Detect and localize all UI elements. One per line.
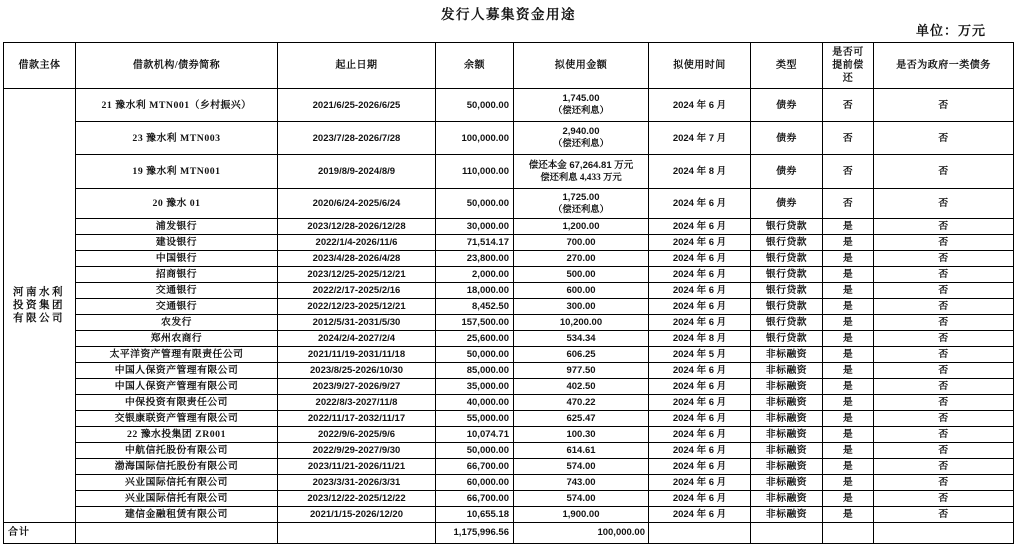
amount-cell xyxy=(514,283,649,299)
amount-cell xyxy=(514,411,649,427)
type-cell: 非标融资 xyxy=(751,395,823,411)
institution-cell: 建设银行 xyxy=(76,235,278,251)
prepayable-cell: 是 xyxy=(823,475,874,491)
type-cell: 非标融资 xyxy=(751,347,823,363)
use-time-cell: 2024 年 6 月 xyxy=(649,459,751,475)
amount-value: 1,745.00 xyxy=(562,93,600,104)
date-range-cell: 2023/11/21-2026/11/21 xyxy=(278,459,436,475)
amount-value: 500.00 xyxy=(566,268,596,280)
table-row xyxy=(4,283,1014,299)
table-row xyxy=(4,427,1014,443)
use-time-cell: 2024 年 6 月 xyxy=(649,315,751,331)
funds-usage-table xyxy=(3,42,1014,544)
table-row xyxy=(4,459,1014,475)
table-row xyxy=(4,155,1014,189)
amount-value: 1,900.00 xyxy=(562,508,600,520)
gov-debt-cell: 否 xyxy=(874,89,1014,122)
prepayable-cell: 是 xyxy=(823,283,874,299)
prepayable-cell: 是 xyxy=(823,219,874,235)
use-time-cell: 2024 年 6 月 xyxy=(649,379,751,395)
balance-cell: 85,000.00 xyxy=(436,363,514,379)
amount-note: 偿还利息 4,433 万元 xyxy=(540,172,622,183)
institution-cell: 农发行 xyxy=(76,315,278,331)
gov-debt-cell: 否 xyxy=(874,443,1014,459)
gov-debt-cell: 否 xyxy=(874,251,1014,267)
date-range-cell: 2021/6/25-2026/6/25 xyxy=(278,89,436,122)
amount-value: 534.34 xyxy=(566,332,596,344)
amount-value: 10,200.00 xyxy=(559,316,603,328)
amount-cell xyxy=(514,443,649,459)
prepayable-cell: 否 xyxy=(823,155,874,189)
gov-debt-cell: 否 xyxy=(874,299,1014,315)
amount-value: 1,725.00 xyxy=(562,191,600,203)
balance-cell: 66,700.00 xyxy=(436,491,514,507)
total-amount-cell: 100,000.00 xyxy=(514,523,649,544)
balance-cell: 50,000.00 xyxy=(436,189,514,219)
use-time-cell: 2024 年 6 月 xyxy=(649,89,751,122)
date-range-cell: 2021/11/19-2031/11/18 xyxy=(278,347,436,363)
amount-value: 1,200.00 xyxy=(562,220,600,232)
institution-cell: 建信金融租赁有限公司 xyxy=(76,507,278,523)
amount-note: （偿还利息） xyxy=(553,204,609,215)
amount-cell xyxy=(514,251,649,267)
institution-cell: 中航信托股份有限公司 xyxy=(76,443,278,459)
type-cell: 银行贷款 xyxy=(751,219,823,235)
table-header xyxy=(4,43,1014,89)
gov-debt-cell: 否 xyxy=(874,189,1014,219)
balance-cell: 50,000.00 xyxy=(436,89,514,122)
table-row xyxy=(4,267,1014,283)
balance-cell: 2,000.00 xyxy=(436,267,514,283)
balance-cell: 10,655.18 xyxy=(436,507,514,523)
gov-debt-cell: 否 xyxy=(874,347,1014,363)
balance-cell: 100,000.00 xyxy=(436,122,514,155)
gov-debt-cell xyxy=(874,523,1014,544)
date-range-cell: 2019/8/9-2024/8/9 xyxy=(278,155,436,189)
type-cell: 银行贷款 xyxy=(751,331,823,347)
gov-debt-cell: 否 xyxy=(874,219,1014,235)
type-cell: 非标融资 xyxy=(751,491,823,507)
institution-cell: 中保投资有限责任公司 xyxy=(76,395,278,411)
institution-cell: 郑州农商行 xyxy=(76,331,278,347)
date-range-cell: 2023/12/25-2025/12/21 xyxy=(278,267,436,283)
gov-debt-cell: 否 xyxy=(874,395,1014,411)
type-cell: 非标融资 xyxy=(751,507,823,523)
use-time-cell: 2024 年 6 月 xyxy=(649,189,751,219)
col-header-prepayable: 是否可提前偿还 xyxy=(823,43,874,89)
gov-debt-cell: 否 xyxy=(874,363,1014,379)
prepayable-cell: 是 xyxy=(823,395,874,411)
amount-value: 600.00 xyxy=(566,284,596,296)
prepayable-cell: 是 xyxy=(823,331,874,347)
balance-cell: 23,800.00 xyxy=(436,251,514,267)
type-cell: 非标融资 xyxy=(751,459,823,475)
type-cell: 债券 xyxy=(751,189,823,219)
prepayable-cell: 是 xyxy=(823,347,874,363)
table-row xyxy=(4,379,1014,395)
amount-cell xyxy=(514,299,649,315)
prepayable-cell: 是 xyxy=(823,251,874,267)
gov-debt-cell: 否 xyxy=(874,427,1014,443)
gov-debt-cell: 否 xyxy=(874,155,1014,189)
amount-cell xyxy=(514,507,649,523)
type-cell: 银行贷款 xyxy=(751,283,823,299)
balance-cell: 25,600.00 xyxy=(436,331,514,347)
date-range-cell: 2022/2/17-2025/2/16 xyxy=(278,283,436,299)
date-range-cell: 2020/6/24-2025/6/24 xyxy=(278,189,436,219)
use-time-cell: 2024 年 6 月 xyxy=(649,427,751,443)
table-row xyxy=(4,299,1014,315)
institution-cell: 19 豫水利 MTN001 xyxy=(76,155,278,189)
use-time-cell: 2024 年 6 月 xyxy=(649,491,751,507)
use-time-cell: 2024 年 5 月 xyxy=(649,347,751,363)
amount-cell xyxy=(514,219,649,235)
prepayable-cell: 是 xyxy=(823,379,874,395)
table-row xyxy=(4,475,1014,491)
amount-cell xyxy=(514,491,649,507)
amount-cell xyxy=(514,122,649,155)
gov-debt-cell: 否 xyxy=(874,283,1014,299)
gov-debt-cell: 否 xyxy=(874,475,1014,491)
type-cell: 银行贷款 xyxy=(751,267,823,283)
type-cell: 非标融资 xyxy=(751,379,823,395)
use-time-cell: 2024 年 6 月 xyxy=(649,251,751,267)
date-range-cell: 2024/2/4-2027/2/4 xyxy=(278,331,436,347)
balance-cell: 55,000.00 xyxy=(436,411,514,427)
amount-value: 402.50 xyxy=(566,380,596,392)
date-range-cell: 2022/9/6-2025/9/6 xyxy=(278,427,436,443)
use-time-cell: 2024 年 6 月 xyxy=(649,267,751,283)
total-label-cell: 合计 xyxy=(4,523,76,544)
amount-cell xyxy=(514,379,649,395)
use-time-cell: 2024 年 6 月 xyxy=(649,507,751,523)
amount-value: 625.47 xyxy=(566,412,596,424)
amount-value: 743.00 xyxy=(566,476,596,488)
amount-cell xyxy=(514,155,649,189)
type-cell: 银行贷款 xyxy=(751,299,823,315)
col-header-time: 拟使用时间 xyxy=(649,43,751,89)
balance-cell: 35,000.00 xyxy=(436,379,514,395)
institution-cell: 交银康联资产管理有限公司 xyxy=(76,411,278,427)
institution-cell: 兴业国际信托有限公司 xyxy=(76,475,278,491)
amount-cell xyxy=(514,347,649,363)
gov-debt-cell: 否 xyxy=(874,507,1014,523)
date-range-cell: 2023/12/28-2026/12/28 xyxy=(278,219,436,235)
balance-cell: 71,514.17 xyxy=(436,235,514,251)
type-cell: 非标融资 xyxy=(751,475,823,491)
balance-cell: 110,000.00 xyxy=(436,155,514,189)
amount-value: 2,940.00 xyxy=(562,126,600,137)
use-time-cell: 2024 年 6 月 xyxy=(649,475,751,491)
date-range-cell: 2023/12/22-2025/12/22 xyxy=(278,491,436,507)
borrower-cell: 河南水利投资集团有限公司 xyxy=(4,89,76,523)
institution-cell: 22 豫水投集团 ZR001 xyxy=(76,427,278,443)
type-cell: 银行贷款 xyxy=(751,251,823,267)
institution-cell: 中国银行 xyxy=(76,251,278,267)
date-range-cell: 2021/1/15-2026/12/20 xyxy=(278,507,436,523)
table-row xyxy=(4,443,1014,459)
table-row xyxy=(4,315,1014,331)
gov-debt-cell: 否 xyxy=(874,411,1014,427)
table-row xyxy=(4,507,1014,523)
col-header-borrower: 借款主体 xyxy=(4,43,76,89)
table-row xyxy=(4,189,1014,219)
amount-cell xyxy=(514,363,649,379)
amount-value: 偿还本金 67,264.81 万元 xyxy=(528,159,634,171)
use-time-cell: 2024 年 6 月 xyxy=(649,299,751,315)
table-row xyxy=(4,491,1014,507)
prepayable-cell: 是 xyxy=(823,315,874,331)
use-time-cell: 2024 年 8 月 xyxy=(649,331,751,347)
total-balance-cell: 1,175,996.56 xyxy=(436,523,514,544)
type-cell: 债券 xyxy=(751,155,823,189)
date-range-cell: 2023/7/28-2026/7/28 xyxy=(278,122,436,155)
amount-value: 300.00 xyxy=(566,300,596,312)
amount-cell xyxy=(514,267,649,283)
institution-cell: 中国人保资产管理有限公司 xyxy=(76,363,278,379)
prepayable-cell: 是 xyxy=(823,235,874,251)
amount-note: （偿还利息） xyxy=(553,106,609,116)
amount-note: （偿还利息） xyxy=(553,139,609,149)
balance-cell: 40,000.00 xyxy=(436,395,514,411)
date-range-cell: 2023/8/25-2026/10/30 xyxy=(278,363,436,379)
page-title: 发行人募集资金用途 xyxy=(441,7,576,22)
balance-cell: 10,074.71 xyxy=(436,427,514,443)
date-range-cell: 2022/12/23-2025/12/21 xyxy=(278,299,436,315)
type-cell xyxy=(751,523,823,544)
prepayable-cell: 否 xyxy=(823,189,874,219)
prepayable-cell: 否 xyxy=(823,89,874,122)
amount-value: 574.00 xyxy=(566,492,596,504)
type-cell: 非标融资 xyxy=(751,427,823,443)
institution-cell xyxy=(76,523,278,544)
date-range-cell: 2022/1/4-2026/11/6 xyxy=(278,235,436,251)
amount-value: 470.22 xyxy=(566,396,596,408)
col-header-balance: 余额 xyxy=(436,43,514,89)
amount-cell xyxy=(514,475,649,491)
gov-debt-cell: 否 xyxy=(874,379,1014,395)
balance-cell: 8,452.50 xyxy=(436,299,514,315)
unit-label: 单位：万元 xyxy=(915,23,986,38)
type-cell: 债券 xyxy=(751,89,823,122)
use-time-cell: 2024 年 7 月 xyxy=(649,122,751,155)
amount-value: 700.00 xyxy=(566,236,596,248)
balance-cell: 50,000.00 xyxy=(436,443,514,459)
date-range-cell: 2022/11/17-2032/11/17 xyxy=(278,411,436,427)
amount-cell xyxy=(514,189,649,219)
use-time-cell: 2024 年 6 月 xyxy=(649,395,751,411)
col-header-amount: 拟使用金额 xyxy=(514,43,649,89)
institution-cell: 23 豫水利 MTN003 xyxy=(76,122,278,155)
col-header-gov-debt: 是否为政府一类债务 xyxy=(874,43,1014,89)
table-row xyxy=(4,395,1014,411)
use-time-cell: 2024 年 6 月 xyxy=(649,283,751,299)
amount-cell xyxy=(514,235,649,251)
prepayable-cell: 否 xyxy=(823,122,874,155)
institution-cell: 交通银行 xyxy=(76,283,278,299)
prepayable-cell: 是 xyxy=(823,411,874,427)
institution-cell: 交通银行 xyxy=(76,299,278,315)
use-time-cell: 2024 年 8 月 xyxy=(649,155,751,189)
institution-cell: 渤海国际信托股份有限公司 xyxy=(76,459,278,475)
balance-cell: 66,700.00 xyxy=(436,459,514,475)
amount-cell xyxy=(514,89,649,122)
gov-debt-cell: 否 xyxy=(874,459,1014,475)
amount-value: 977.50 xyxy=(566,364,596,376)
gov-debt-cell: 否 xyxy=(874,267,1014,283)
table-row xyxy=(4,363,1014,379)
prepayable-cell: 是 xyxy=(823,267,874,283)
gov-debt-cell: 否 xyxy=(874,491,1014,507)
prepayable-cell: 是 xyxy=(823,459,874,475)
prepayable-cell xyxy=(823,523,874,544)
use-time-cell xyxy=(649,523,751,544)
type-cell: 银行贷款 xyxy=(751,235,823,251)
amount-cell xyxy=(514,315,649,331)
date-range-cell: 2022/9/29-2027/9/30 xyxy=(278,443,436,459)
institution-cell: 20 豫水 01 xyxy=(76,189,278,219)
prepayable-cell: 是 xyxy=(823,443,874,459)
date-range-cell: 2022/8/3-2027/11/8 xyxy=(278,395,436,411)
amount-value: 614.61 xyxy=(566,444,596,456)
institution-cell: 浦发银行 xyxy=(76,219,278,235)
table-row xyxy=(4,411,1014,427)
balance-cell: 50,000.00 xyxy=(436,347,514,363)
gov-debt-cell: 否 xyxy=(874,235,1014,251)
table-row xyxy=(4,89,1014,122)
type-cell: 非标融资 xyxy=(751,443,823,459)
amount-cell xyxy=(514,427,649,443)
prepayable-cell: 是 xyxy=(823,427,874,443)
use-time-cell: 2024 年 6 月 xyxy=(649,411,751,427)
balance-cell: 157,500.00 xyxy=(436,315,514,331)
table-row xyxy=(4,251,1014,267)
amount-value: 270.00 xyxy=(566,252,596,264)
table-row xyxy=(4,347,1014,363)
institution-cell: 太平洋资产管理有限责任公司 xyxy=(76,347,278,363)
balance-cell: 30,000.00 xyxy=(436,219,514,235)
type-cell: 非标融资 xyxy=(751,411,823,427)
gov-debt-cell: 否 xyxy=(874,331,1014,347)
table-row xyxy=(4,235,1014,251)
date-range-cell: 2012/5/31-2031/5/30 xyxy=(278,315,436,331)
use-time-cell: 2024 年 6 月 xyxy=(649,219,751,235)
prepayable-cell: 是 xyxy=(823,507,874,523)
balance-cell: 60,000.00 xyxy=(436,475,514,491)
prepayable-cell: 是 xyxy=(823,363,874,379)
col-header-institution: 借款机构/债券简称 xyxy=(76,43,278,89)
header-row xyxy=(4,43,1014,89)
prepayable-cell: 是 xyxy=(823,491,874,507)
col-header-type: 类型 xyxy=(751,43,823,89)
col-header-date-range: 起止日期 xyxy=(278,43,436,89)
institution-cell: 兴业国际信托有限公司 xyxy=(76,491,278,507)
date-range-cell xyxy=(278,523,436,544)
amount-cell xyxy=(514,459,649,475)
amount-cell xyxy=(514,395,649,411)
gov-debt-cell: 否 xyxy=(874,122,1014,155)
type-cell: 债券 xyxy=(751,122,823,155)
balance-cell: 18,000.00 xyxy=(436,283,514,299)
amount-cell xyxy=(514,331,649,347)
gov-debt-cell: 否 xyxy=(874,315,1014,331)
institution-cell: 招商银行 xyxy=(76,267,278,283)
amount-value: 606.25 xyxy=(566,348,596,360)
table-row xyxy=(4,331,1014,347)
date-range-cell: 2023/9/27-2026/9/27 xyxy=(278,379,436,395)
type-cell: 非标融资 xyxy=(751,363,823,379)
amount-value: 574.00 xyxy=(566,460,596,472)
institution-cell: 中国人保资产管理有限公司 xyxy=(76,379,278,395)
use-time-cell: 2024 年 6 月 xyxy=(649,235,751,251)
table-row xyxy=(4,219,1014,235)
total-row xyxy=(4,523,1014,544)
use-time-cell: 2024 年 6 月 xyxy=(649,363,751,379)
table-row xyxy=(4,122,1014,155)
use-time-cell: 2024 年 6 月 xyxy=(649,443,751,459)
type-cell: 银行贷款 xyxy=(751,315,823,331)
prepayable-cell: 是 xyxy=(823,299,874,315)
amount-value: 100.30 xyxy=(566,428,596,440)
institution-cell: 21 豫水利 MTN001（乡村振兴） xyxy=(76,89,278,122)
date-range-cell: 2023/4/28-2026/4/28 xyxy=(278,251,436,267)
date-range-cell: 2023/3/31-2026/3/31 xyxy=(278,475,436,491)
